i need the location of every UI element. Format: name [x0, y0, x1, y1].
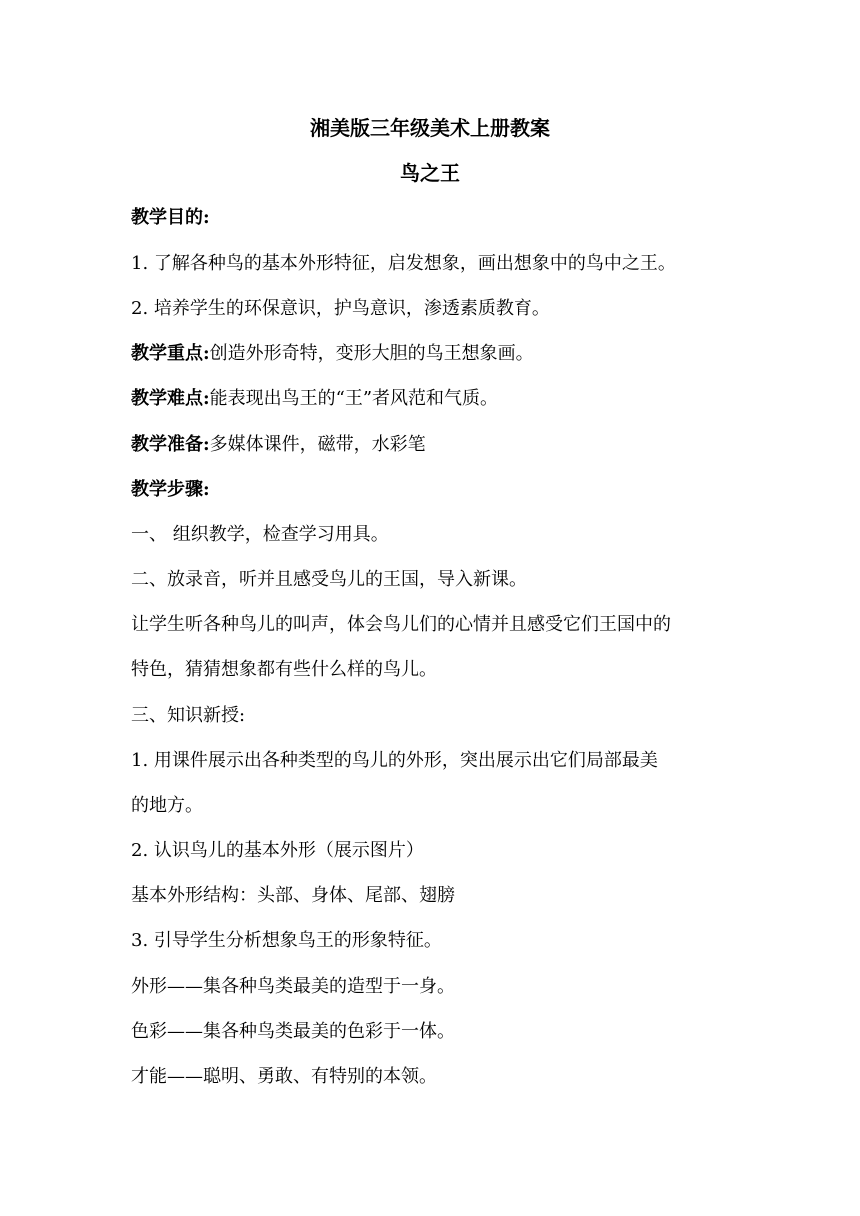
step-line: 一、 组织教学，检查学习用具。: [131, 524, 389, 545]
objective-item: 1. 了解各种鸟的基本外形特征，启发想象，画出想象中的鸟中之王。: [131, 253, 676, 274]
preparation-line: [131, 431, 741, 459]
key-point-text: 创造外形奇特，变形大胆的鸟王想象画。: [209, 343, 534, 364]
step-line: 特色，猜猜想象都有些什么样的鸟儿。: [131, 659, 437, 680]
difficulty-text: 能表现出鸟王的“王”者风范和气质。: [209, 388, 499, 409]
key-point-line: [131, 340, 741, 368]
step-line: 2. 认识鸟儿的基本外形（展示图片）: [131, 840, 424, 861]
difficulty-label: 教学难点:: [131, 388, 210, 409]
step-line: 让学生听各种鸟儿的叫声，体会鸟儿们的心情并且感受它们王国中的: [131, 614, 671, 635]
step-line: 二、放录音，听并且感受鸟儿的王国，导入新课。: [131, 569, 527, 590]
objectives-heading: 教学目的:: [131, 207, 210, 228]
objective-item: 2. 培养学生的环保意识，护鸟意识，渗透素质教育。: [131, 298, 550, 319]
difficulty-line: [131, 385, 741, 413]
step-line: 色彩——集各种鸟类最美的色彩于一体。: [131, 1021, 455, 1042]
document-subtitle: 鸟之王: [400, 161, 460, 185]
steps-heading: 教学步骤:: [131, 479, 210, 500]
step-line: 才能——聪明、勇敢、有特别的本领。: [131, 1066, 437, 1087]
step-line: 三、知识新授:: [131, 705, 246, 726]
step-line: 外形——集各种鸟类最美的造型于一身。: [131, 976, 455, 997]
step-line: 基本外形结构：头部、身体、尾部、翅膀: [131, 885, 455, 906]
key-point-label: 教学重点:: [131, 343, 210, 364]
step-line: 3. 引导学生分析想象鸟王的形象特征。: [131, 930, 442, 951]
document-title: 湘美版三年级美术上册教案: [310, 116, 550, 140]
preparation-label: 教学准备:: [131, 434, 210, 455]
step-line: 的地方。: [131, 795, 203, 816]
preparation-text: 多媒体课件，磁带，水彩笔: [209, 434, 426, 455]
step-line: 1. 用课件展示出各种类型的鸟儿的外形，突出展示出它们局部最美: [131, 750, 658, 771]
